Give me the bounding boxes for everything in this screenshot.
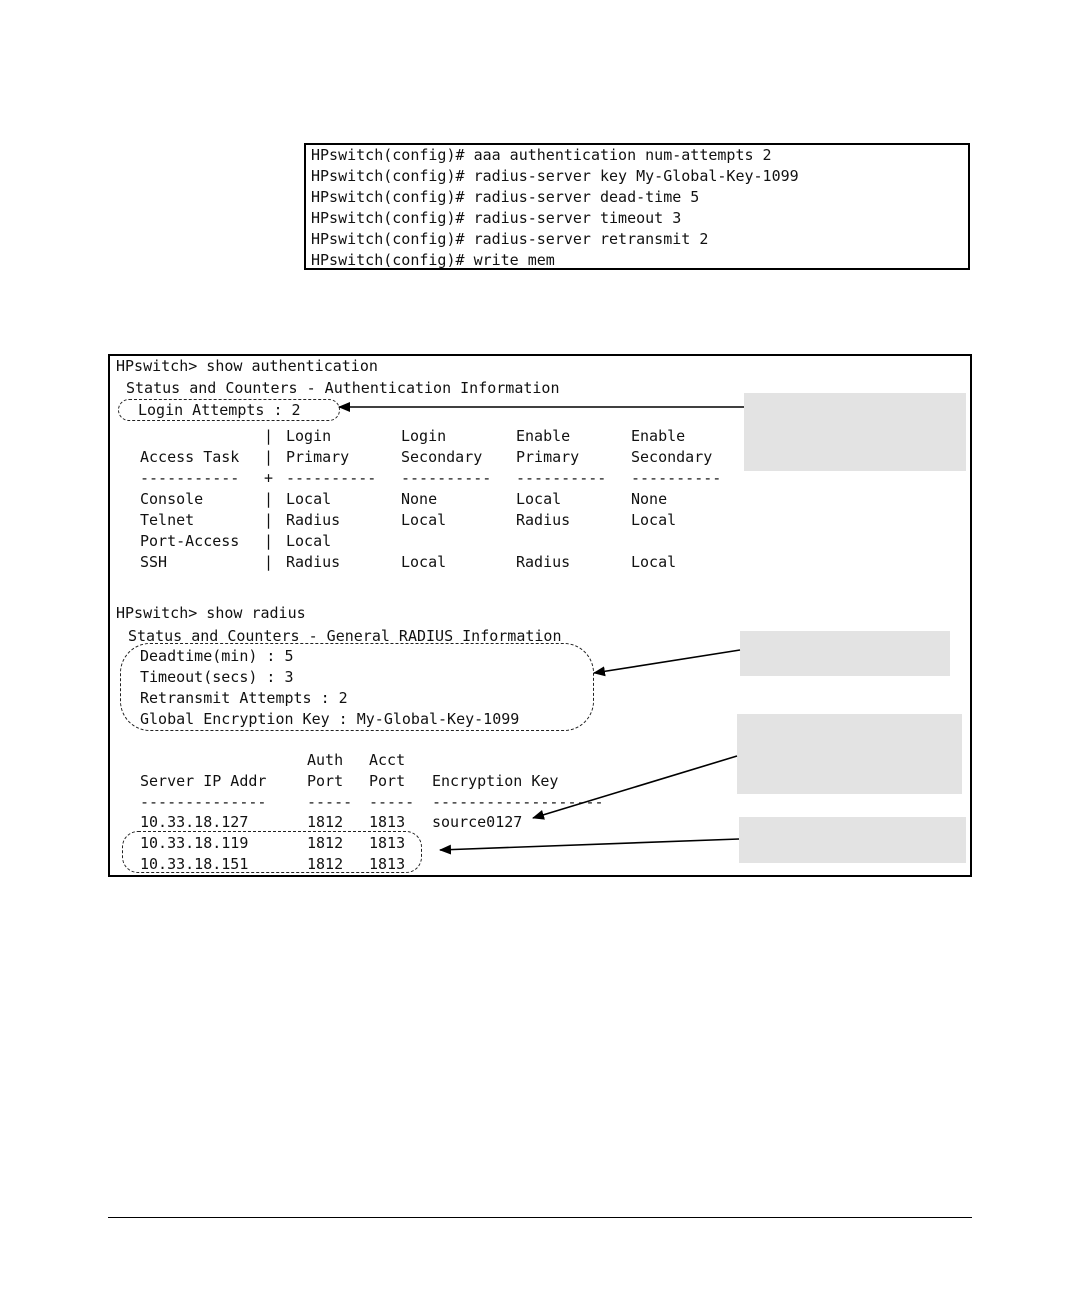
radius-setting: Deadtime(min) : 5 bbox=[140, 647, 294, 665]
table-row: Port-Access | Local bbox=[140, 532, 332, 550]
login-attempts: Login Attempts : 2 bbox=[138, 401, 301, 419]
arrow-servers bbox=[440, 839, 739, 850]
arrow-radius-settings bbox=[594, 650, 740, 673]
table-row: Telnet | Radius Local Radius Local bbox=[140, 511, 677, 529]
command-line: HPswitch(config)# write mem bbox=[311, 251, 555, 269]
command-line: HPswitch(config)# radius-server dead-time 5 bbox=[311, 188, 700, 206]
server-header-row: Server IP Addr Port Port Encryption Key bbox=[140, 772, 559, 790]
command-line: HPswitch(config)# radius-server key My-Global-Key-1099 bbox=[311, 167, 799, 185]
table-row: 10.33.18.151 1812 1813 bbox=[140, 855, 406, 873]
table-row: 10.33.18.127 1812 1813 source0127 bbox=[140, 813, 523, 831]
server-header-row: Auth Acct bbox=[307, 751, 406, 769]
auth-separator-row: ----------- + ---------- ---------- ---------- ---------- bbox=[140, 469, 722, 487]
arrow-encryption-key bbox=[533, 756, 737, 818]
command-line: HPswitch(config)# radius-server timeout 3 bbox=[311, 209, 682, 227]
show-radius-command: HPswitch> show radius bbox=[116, 604, 306, 622]
auth-header-row: Access Task | Primary Secondary Primary Secondary bbox=[140, 448, 713, 466]
footer-rule bbox=[108, 1217, 972, 1218]
radius-setting: Retransmit Attempts : 2 bbox=[140, 689, 348, 707]
command-line: HPswitch(config)# radius-server retransmit 2 bbox=[311, 230, 709, 248]
server-separator-row: -------------- ----- ----- ------------------- bbox=[140, 793, 604, 811]
table-row: 10.33.18.119 1812 1813 bbox=[140, 834, 406, 852]
radius-section-title: Status and Counters - General RADIUS Information bbox=[128, 627, 562, 645]
show-auth-command: HPswitch> show authentication bbox=[116, 357, 378, 375]
radius-setting: Timeout(secs) : 3 bbox=[140, 668, 294, 686]
table-row: SSH | Radius Local Radius Local bbox=[140, 553, 677, 571]
auth-section-title: Status and Counters - Authentication Information bbox=[126, 379, 560, 397]
command-line: HPswitch(config)# aaa authentication num-attempts 2 bbox=[311, 146, 772, 164]
radius-setting: Global Encryption Key : My-Global-Key-1099 bbox=[140, 710, 520, 728]
table-row: Console | Local None Local None bbox=[140, 490, 668, 508]
auth-header-row: | Login Login Enable Enable bbox=[264, 427, 686, 445]
